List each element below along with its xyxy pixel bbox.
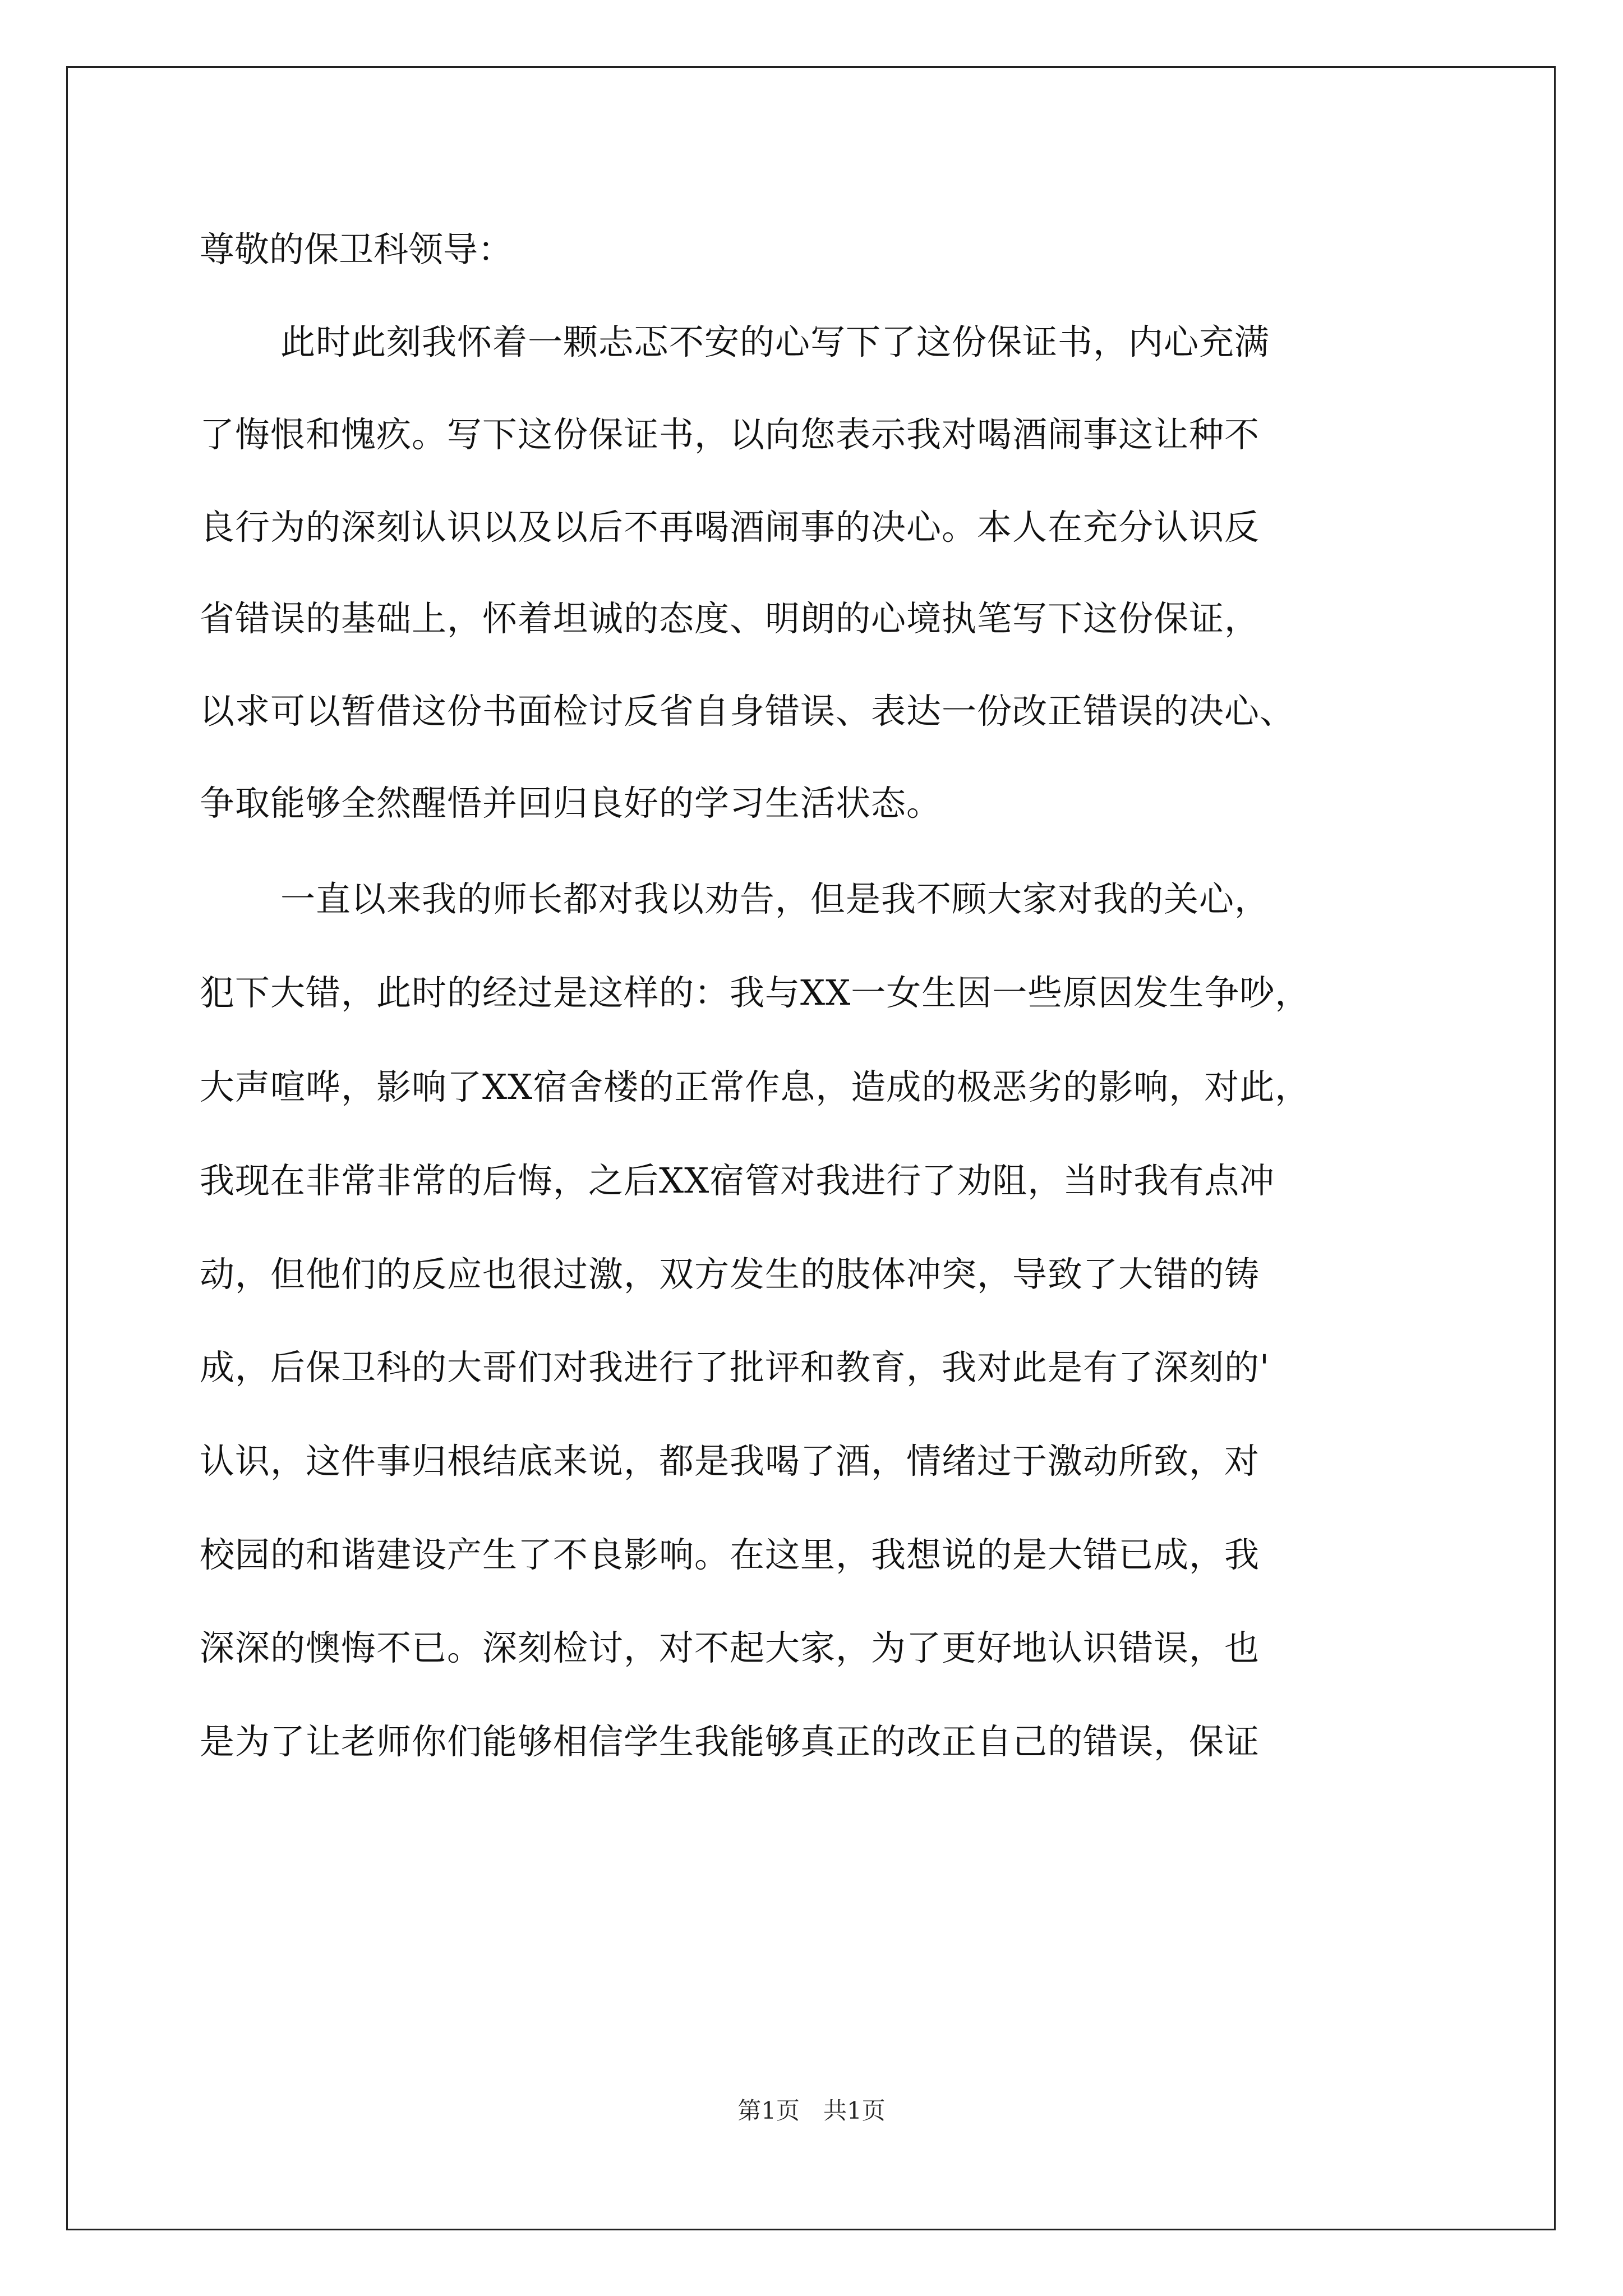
paragraph-1-line-6: 争取能够全然醒悟并回归良好的学习生活状态。: [200, 783, 942, 823]
page-number-footer: 第1页 共1页: [737, 2097, 886, 2124]
paragraph-1-line-5: 以求可以暂借这份书面检讨反省自身错误、表达一份改正错误的决心、: [200, 691, 1295, 731]
paragraph-2-line-4: 我现在非常非常的后悔，之后XX宿管对我进行了劝阻，当时我有点冲: [200, 1160, 1275, 1201]
paragraph-1-line-1: 此时此刻我怀着一颗忐忑不安的心写下了这份保证书，内心充满: [280, 321, 1270, 362]
paragraph-2-line-3: 大声喧哗，影响了XX宿舍楼的正常作息，造成的极恶劣的影响，对此，: [200, 1066, 1311, 1107]
paragraph-2-line-5: 动，但他们的反应也很过激，双方发生的肢体冲突，导致了大错的铸: [200, 1254, 1260, 1295]
paragraph-1-line-3: 良行为的深刻认识以及以后不再喝酒闹事的决心。本人在充分认识反: [200, 507, 1260, 547]
paragraph-2-line-2: 犯下大错，此时的经过是这样的：我与XX一女生因一些原因发生争吵，: [200, 972, 1311, 1013]
paragraph-2-line-8: 校园的和谐建设产生了不良影响。在这里，我想说的是大错已成，我: [200, 1534, 1260, 1575]
paragraph-1-line-2: 了悔恨和愧疚。写下这份保证书，以向您表示我对喝酒闹事这让种不: [200, 414, 1260, 455]
paragraph-2-line-7: 认识，这件事归根结底来说，都是我喝了酒，情绪过于激动所致，对: [200, 1441, 1260, 1481]
page-border: [66, 66, 1556, 2230]
paragraph-2-line-1: 一直以来我的师长都对我以劝告，但是我不顾大家对我的关心，: [280, 878, 1270, 919]
paragraph-1-line-4: 省错误的基础上，怀着坦诚的态度、明朗的心境执笔写下这份保证，: [200, 598, 1260, 639]
paragraph-2-line-9: 深深的懊悔不已。深刻检讨，对不起大家，为了更好地认识错误，也: [200, 1627, 1260, 1668]
paragraph-2-line-6: 成，后保卫科的大哥们对我进行了批评和教育，我对此是有了深刻的': [200, 1347, 1270, 1388]
paragraph-2-line-10: 是为了让老师你们能够相信学生我能够真正的改正自己的错误，保证: [200, 1721, 1260, 1762]
salutation: 尊敬的保卫科领导：: [200, 229, 513, 270]
